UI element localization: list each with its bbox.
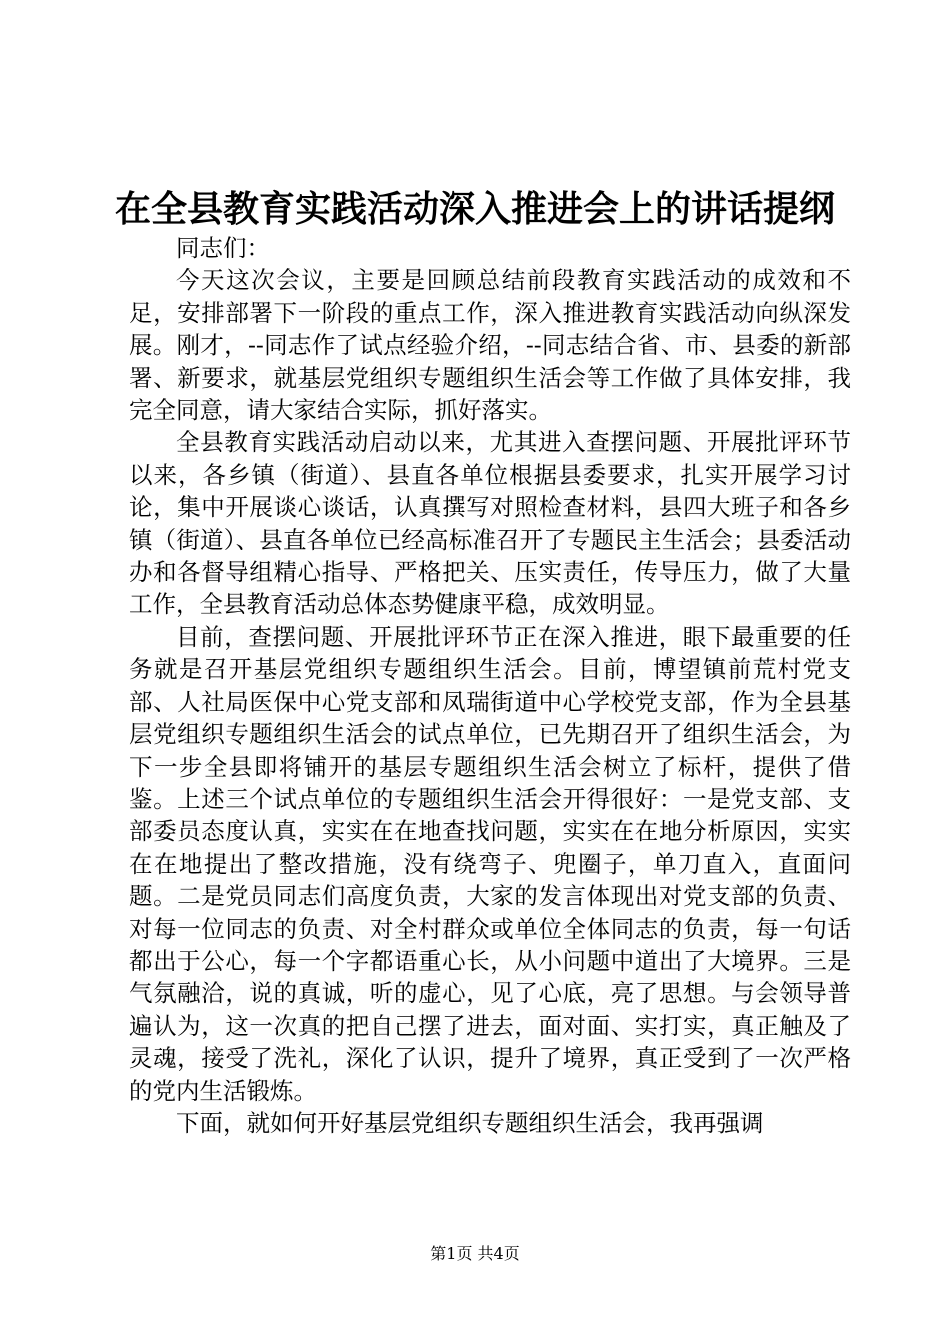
salutation-paragraph: 同志们： <box>176 234 270 262</box>
body-paragraph: 今天这次会议，主要是回顾总结前段教育实践活动的成效和不足，安排部署下一阶段的重点工作，深入推进教育实践活动向纵深发展。刚才，--同志作了试点经验介绍，--同志结合省、市、县委的新部署、新要求，就基层党组织专题组织生活会等工作做了具体安排，我完全同意，请大家结合实际，抓好落实。 <box>129 266 851 425</box>
document-title: 在全县教育实践活动深入推进会上的讲话提纲 <box>114 188 835 230</box>
page-number-footer: 第1页 共4页 <box>430 1244 520 1263</box>
document-body <box>129 232 851 1139</box>
body-paragraph: 下面，就如何开好基层党组织专题组织生活会，我再强调 <box>176 1108 764 1137</box>
body-paragraph: 全县教育实践活动启动以来，尤其进入查摆问题、开展批评环节以来，各乡镇（街道）、县直各单位根据县委要求，扎实开展学习讨论，集中开展谈心谈话，认真撰写对照检查材料，县四大班子和各乡镇（街道）、县直各单位已经高标准召开了专题民主生活会；县委活动办和各督导组精心指导、严格把关、压实责任，传导压力，做了大量工作，全县教育活动总体态势健康平稳，成效明显。 <box>129 428 851 619</box>
body-paragraph: 目前，查摆问题、开展批评环节正在深入推进，眼下最重要的任务就是召开基层党组织专题组织生活会。目前，博望镇前荒村党支部、人社局医保中心党支部和凤瑞街道中心学校党支部，作为全县基层党组织专题组织生活会的试点单位，已先期召开了组织生活会，为下一步全县即将铺开的基层专题组织生活会树立了标杆，提供了借鉴。上述三个试点单位的专题组织生活会开得很好：一是党支部、支部委员态度认真，实实在在地查找问题，实实在在地分析原因，实实在在地提出了整改措施，没有绕弯子、兜圈子，单刀直入，直面问题。二是党员同志们高度负责，大家的发言体现出对党支部的负责、对每一位同志的负责、对全村群众或单位全体同志的负责，每一句话都出于公心，每一个字都语重心长，从小问题中道出了大境界。三是气氛融洽，说的真诚，听的虚心，见了心底，亮了思想。与会领导普遍认为，这一次真的把自己摆了进去，面对面、实打实，真正触及了灵魂，接受了洗礼，深化了认识，提升了境界，真正受到了一次严格的党内生活锻炼。 <box>129 622 851 1105</box>
